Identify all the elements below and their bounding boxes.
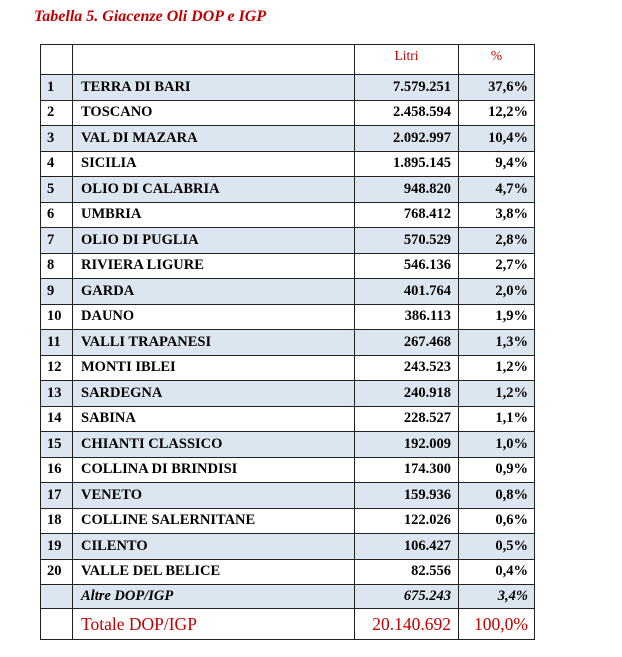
row-litri: 228.527	[355, 406, 459, 432]
row-rank: 19	[41, 534, 73, 560]
row-name: VENETO	[73, 483, 355, 509]
total-percent: 100,0%	[459, 609, 535, 640]
table-row	[41, 534, 535, 560]
row-percent: 0,9%	[459, 457, 535, 483]
row-percent: 2,8%	[459, 228, 535, 254]
row-litri: 243.523	[355, 355, 459, 381]
header-name	[73, 45, 355, 75]
row-litri: 1.895.145	[355, 151, 459, 177]
table-row	[41, 355, 535, 381]
row-litri: 240.918	[355, 381, 459, 407]
table-row	[41, 406, 535, 432]
table-row	[41, 228, 535, 254]
table-row	[41, 432, 535, 458]
table-row	[41, 304, 535, 330]
row-name: COLLINE SALERNITANE	[73, 508, 355, 534]
row-rank: 12	[41, 355, 73, 381]
header-litri: Litri	[355, 45, 459, 75]
row-litri: 159.936	[355, 483, 459, 509]
other-litri: 675.243	[355, 585, 459, 609]
table-row	[41, 100, 535, 126]
table-row	[41, 177, 535, 203]
row-litri: 122.026	[355, 508, 459, 534]
row-percent: 4,7%	[459, 177, 535, 203]
row-rank: 9	[41, 279, 73, 305]
row-name: DAUNO	[73, 304, 355, 330]
giacenze-table	[40, 44, 535, 640]
row-name: COLLINA DI BRINDISI	[73, 457, 355, 483]
row-litri: 570.529	[355, 228, 459, 254]
row-litri: 82.556	[355, 559, 459, 585]
row-percent: 0,5%	[459, 534, 535, 560]
row-litri: 267.468	[355, 330, 459, 356]
row-percent: 2,0%	[459, 279, 535, 305]
total-name: Totale DOP/IGP	[73, 609, 355, 640]
row-percent: 1,2%	[459, 381, 535, 407]
row-percent: 2,7%	[459, 253, 535, 279]
total-litri: 20.140.692	[355, 609, 459, 640]
other-percent: 3,4%	[459, 585, 535, 609]
row-rank: 13	[41, 381, 73, 407]
table-row	[41, 75, 535, 101]
row-rank: 11	[41, 330, 73, 356]
row-percent: 0,8%	[459, 483, 535, 509]
row-name: SICILIA	[73, 151, 355, 177]
row-name: MONTI IBLEI	[73, 355, 355, 381]
row-rank: 2	[41, 100, 73, 126]
row-rank: 10	[41, 304, 73, 330]
row-name: TERRA DI BARI	[73, 75, 355, 101]
row-litri: 192.009	[355, 432, 459, 458]
row-litri: 401.764	[355, 279, 459, 305]
row-litri: 768.412	[355, 202, 459, 228]
row-rank: 16	[41, 457, 73, 483]
row-name: SABINA	[73, 406, 355, 432]
row-percent: 10,4%	[459, 126, 535, 152]
table-row	[41, 253, 535, 279]
row-litri: 2.458.594	[355, 100, 459, 126]
row-rank: 14	[41, 406, 73, 432]
total-rank	[41, 609, 73, 640]
table-row	[41, 457, 535, 483]
header-row	[41, 45, 535, 75]
row-percent: 1,1%	[459, 406, 535, 432]
row-rank: 1	[41, 75, 73, 101]
total-row	[41, 609, 535, 640]
table-row	[41, 330, 535, 356]
row-rank: 3	[41, 126, 73, 152]
table-row	[41, 483, 535, 509]
row-percent: 37,6%	[459, 75, 535, 101]
row-name: UMBRIA	[73, 202, 355, 228]
row-rank: 15	[41, 432, 73, 458]
table-row	[41, 559, 535, 585]
row-percent: 9,4%	[459, 151, 535, 177]
row-name: OLIO DI CALABRIA	[73, 177, 355, 203]
header-rank	[41, 45, 73, 75]
row-litri: 7.579.251	[355, 75, 459, 101]
row-name: VALLI TRAPANESI	[73, 330, 355, 356]
row-litri: 106.427	[355, 534, 459, 560]
row-rank: 18	[41, 508, 73, 534]
row-percent: 1,9%	[459, 304, 535, 330]
row-percent: 0,4%	[459, 559, 535, 585]
table-row	[41, 151, 535, 177]
row-name: CHIANTI CLASSICO	[73, 432, 355, 458]
row-percent: 0,6%	[459, 508, 535, 534]
row-rank: 6	[41, 202, 73, 228]
row-name: RIVIERA LIGURE	[73, 253, 355, 279]
table-row	[41, 279, 535, 305]
row-percent: 3,8%	[459, 202, 535, 228]
row-name: OLIO DI PUGLIA	[73, 228, 355, 254]
row-name: TOSCANO	[73, 100, 355, 126]
row-percent: 1,2%	[459, 355, 535, 381]
row-rank: 7	[41, 228, 73, 254]
table-title: Tabella 5. Giacenze Oli DOP e IGP	[34, 8, 267, 25]
row-name: GARDA	[73, 279, 355, 305]
table-row	[41, 126, 535, 152]
row-name: SARDEGNA	[73, 381, 355, 407]
other-name: Altre DOP/IGP	[73, 585, 355, 609]
row-name: VAL DI MAZARA	[73, 126, 355, 152]
row-name: CILENTO	[73, 534, 355, 560]
row-rank: 17	[41, 483, 73, 509]
row-name: VALLE DEL BELICE	[73, 559, 355, 585]
row-rank: 20	[41, 559, 73, 585]
row-rank: 4	[41, 151, 73, 177]
row-percent: 1,3%	[459, 330, 535, 356]
row-litri: 174.300	[355, 457, 459, 483]
table-row	[41, 381, 535, 407]
header-percent: %	[459, 45, 535, 75]
row-percent: 12,2%	[459, 100, 535, 126]
row-rank: 8	[41, 253, 73, 279]
other-rank	[41, 585, 73, 609]
other-row	[41, 585, 535, 609]
row-litri: 546.136	[355, 253, 459, 279]
table-row	[41, 202, 535, 228]
row-litri: 386.113	[355, 304, 459, 330]
row-rank: 5	[41, 177, 73, 203]
table-row	[41, 508, 535, 534]
row-litri: 948.820	[355, 177, 459, 203]
row-litri: 2.092.997	[355, 126, 459, 152]
row-percent: 1,0%	[459, 432, 535, 458]
